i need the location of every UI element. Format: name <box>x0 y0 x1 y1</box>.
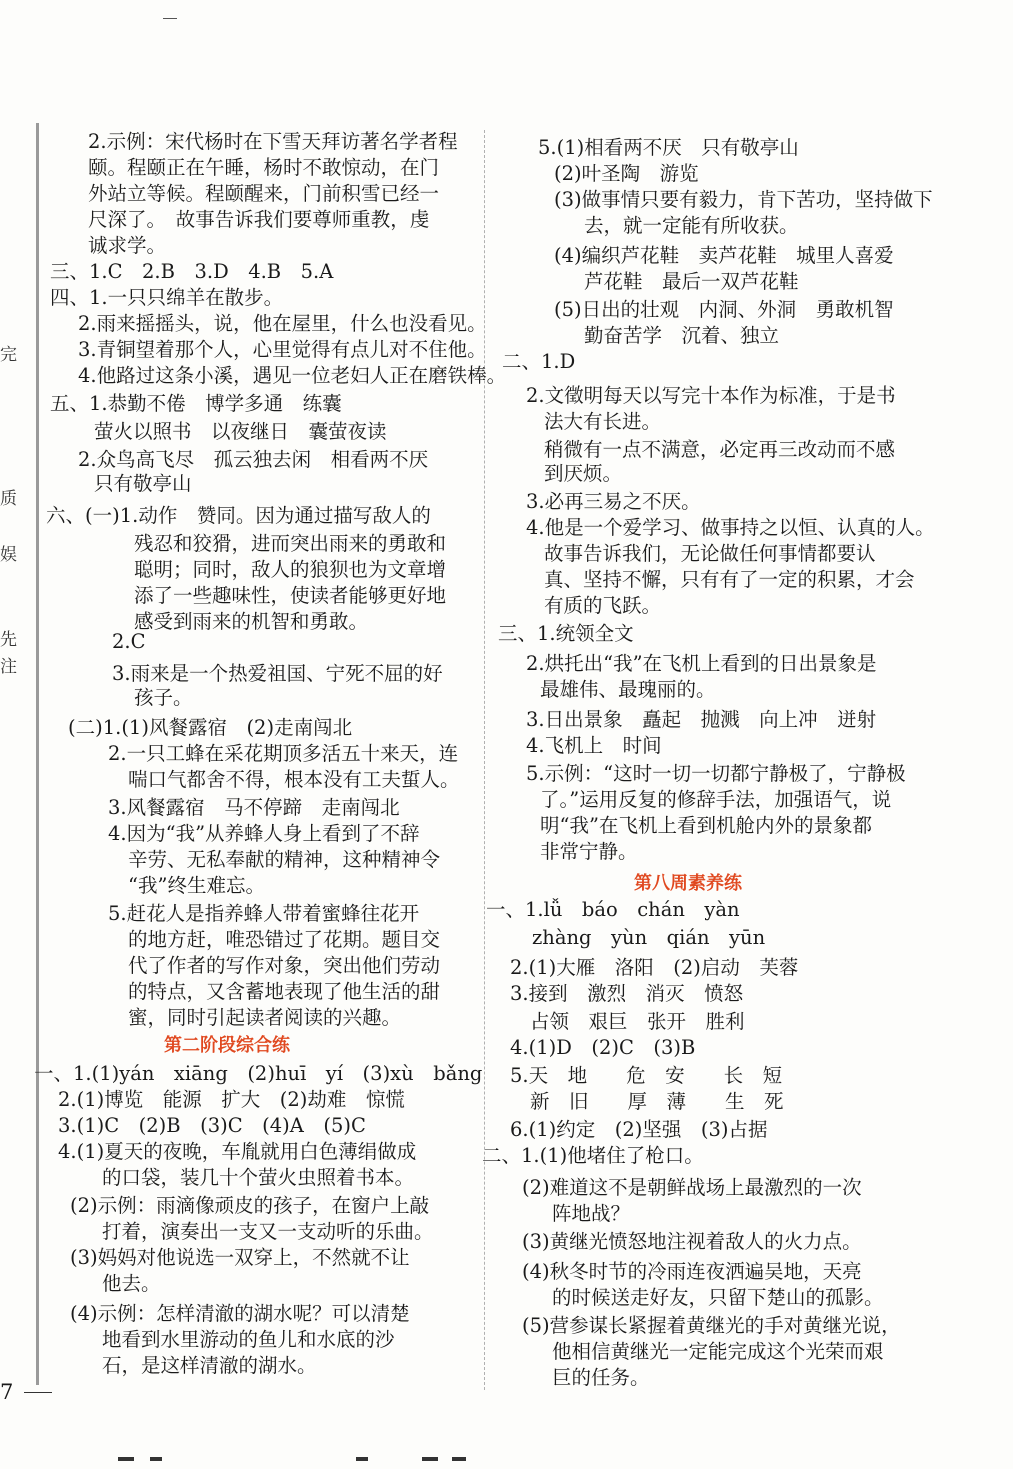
answer-line: 孩子。 <box>134 686 193 709</box>
answer-line: 2.众鸟高飞尽 孤云独去闲 相看两不厌 <box>78 448 429 471</box>
answer-line: 阵地战？ <box>552 1202 631 1225</box>
answer-line: 尺深了。 故事告诉我们要尊师重教，虔 <box>88 208 430 231</box>
answer-line: 3.接到 激烈 消灭 愤怒 <box>510 982 744 1005</box>
answer-line: 打着，演奏出一支又一支动听的乐曲。 <box>102 1220 434 1243</box>
answer-line: (4)示例：怎样清澈的湖水呢？可以清楚 <box>70 1302 410 1325</box>
answer-line: 萤火以照书 以夜继日 囊萤夜读 <box>94 420 387 443</box>
answer-line: 明“我”在飞机上看到机舱内外的景象都 <box>540 814 872 837</box>
answer-line: 感受到雨来的机智和勇敢。 <box>134 610 369 633</box>
answer-line: 2.一只工蜂在采花期顶多活五十来天，连 <box>108 742 459 765</box>
answer-line: 3.必再三易之不厌。 <box>526 490 701 513</box>
margin-fragment: 完 <box>0 345 17 365</box>
answer-line: 稍微有一点不满意，必定再三改动而不感 <box>544 438 896 461</box>
answer-line: 3.青铜望着那个人，心里觉得有点儿对不住他。 <box>78 338 487 361</box>
answer-line: 颐。程颐正在午睡，杨时不敢惊动，在门 <box>88 156 440 179</box>
answer-line: 2.C <box>112 630 146 653</box>
answer-line: 5.赶花人是指养蜂人带着蜜蜂往花开 <box>108 902 420 925</box>
answer-line: 非常宁静。 <box>540 840 638 863</box>
answer-line: 代了作者的写作对象，突出他们劳动 <box>128 954 441 977</box>
answer-line: (5)日出的壮观 内洞、外洞 勇敢机智 <box>554 298 894 321</box>
section-title: 第二阶段综合练 <box>164 1035 290 1056</box>
answer-line: 4.(1)D (2)C (3)B <box>510 1036 696 1059</box>
answer-line: 芦花鞋 最后一双芦花鞋 <box>584 270 799 293</box>
answer-line: 聪明；同时，敌人的狼狈也为文章增 <box>134 558 447 581</box>
answer-line: 占领 艰巨 张开 胜利 <box>530 1010 745 1033</box>
answer-line: 2.雨来摇摇头，说，他在屋里，什么也没看见。 <box>78 312 487 335</box>
answer-line: 的时候送走好友，只留下楚山的孤影。 <box>552 1286 884 1309</box>
answer-line: 诚求学。 <box>88 234 167 257</box>
answer-line: 辛劳、无私奉献的精神，这种精神令 <box>128 848 441 871</box>
answer-line: (3)做事情只要有毅力，肯下苦功，坚持做下 <box>554 188 933 211</box>
margin-fragment: 娱 <box>0 545 17 565</box>
answer-line: 四、1.一只只绵羊在散步。 <box>50 286 284 309</box>
answer-line: (4)秋冬时节的冷雨连夜洒遍吴地，天亮 <box>522 1260 862 1283</box>
answer-line: 3.日出景象 矗起 抛溅 向上冲 迸射 <box>526 708 877 731</box>
answer-line: 二、1.D <box>502 350 576 373</box>
answer-line: 的口袋，装几十个萤火虫照着书本。 <box>102 1166 415 1189</box>
answer-line: 2.(1)博览 能源 扩大 (2)劫难 惊慌 <box>58 1088 405 1111</box>
answer-line: 5.天 地 危 安 长 短 <box>510 1064 783 1087</box>
answer-line: 4.飞机上 时间 <box>526 734 662 757</box>
answer-line: 五、1.恭勤不倦 博学多通 练囊 <box>50 392 342 415</box>
answer-line: (2)叶圣陶 游览 <box>554 162 699 185</box>
answer-line: 的特点，又含蓄地表现了他生活的甜 <box>128 980 441 1003</box>
answer-line: 故事告诉我们，无论做任何事情都要认 <box>544 542 876 565</box>
answer-line: 6.(1)约定 (2)坚强 (3)占据 <box>510 1118 768 1141</box>
answer-line: 二、1.(1)他堵住了枪口。 <box>482 1144 704 1167</box>
answer-line: (3)妈妈对他说选一双穿上，不然就不让 <box>70 1246 410 1269</box>
page-number-rule <box>24 1392 52 1393</box>
answer-line: 3.雨来是一个热爱祖国、宁死不屈的好 <box>112 662 443 685</box>
answer-line: 4.因为“我”从养蜂人身上看到了不辞 <box>108 822 420 845</box>
answer-line: 到厌烦。 <box>544 462 623 485</box>
answer-line: 勤奋苦学 沉着、独立 <box>584 324 780 347</box>
answer-line: 2.(1)大雁 洛阳 (2)启动 芙蓉 <box>510 956 799 979</box>
answer-line: 5.(1)相看两不厌 只有敬亭山 <box>538 136 799 159</box>
section-title: 第八周素养练 <box>634 873 742 894</box>
answer-line: (二)1.(1)风餐露宿 (2)走南闯北 <box>68 716 353 739</box>
answer-line: 一、1.lǚ báo chán yàn <box>486 898 740 921</box>
answer-line: 六、(一)1.动作 赞同。因为通过描写敌人的 <box>46 504 431 527</box>
page-number: 7 <box>0 1380 14 1404</box>
answer-line: (4)编织芦花鞋 卖芦花鞋 城里人喜爱 <box>554 244 894 267</box>
answer-line: 外站立等候。程颐醒来，门前积雪已经一 <box>88 182 440 205</box>
top-mark <box>163 18 177 19</box>
answer-line: 有质的飞跃。 <box>544 594 662 617</box>
answer-line: 5.示例：“这时一切一切都宁静极了，宁静极 <box>526 762 906 785</box>
answer-line: 残忍和狡猾，进而突出雨来的勇敢和 <box>134 532 447 555</box>
bottom-mark <box>452 1457 466 1461</box>
answer-line: 石，是这样清澈的湖水。 <box>102 1354 317 1377</box>
answer-line: 3.(1)C (2)B (3)C (4)A (5)C <box>58 1114 366 1137</box>
answer-line: 2.示例：宋代杨时在下雪天拜访著名学者程 <box>88 130 458 153</box>
answer-line: 的地方赶，唯恐错过了花期。题目交 <box>128 928 441 951</box>
answer-line: 了。”运用反复的修辞手法，加强语气，说 <box>540 788 892 811</box>
answer-line: 只有敬亭山 <box>94 472 192 495</box>
answer-line: 2.文徵明每天以写完十本作为标准，于是书 <box>526 384 896 407</box>
margin-fragment: 先 <box>0 630 17 650</box>
answer-line: 最雄伟、最瑰丽的。 <box>540 678 716 701</box>
answer-line: 4.他路过这条小溪，遇见一位老妇人正在磨铁棒。 <box>78 364 507 387</box>
bottom-mark <box>150 1457 162 1461</box>
bottom-mark <box>422 1457 438 1461</box>
answer-line: 3.风餐露宿 马不停蹄 走南闯北 <box>108 796 400 819</box>
answer-line: 喘口气都舍不得，根本没有工夫蜇人。 <box>128 768 460 791</box>
answer-line: (5)营参谋长紧握着黄继光的手对黄继光说， <box>522 1314 901 1337</box>
answer-line: 巨的任务。 <box>552 1366 650 1389</box>
answer-line: “我”终生难忘。 <box>128 874 265 897</box>
answer-line: 新 旧 厚 薄 生 死 <box>530 1090 784 1113</box>
answer-line: 添了一些趣味性，使读者能够更好地 <box>134 584 447 607</box>
answer-line: zhàng yùn qián yūn <box>532 926 766 949</box>
answer-line: 三、1.C 2.B 3.D 4.B 5.A <box>50 260 334 283</box>
answer-line: 一、1.(1)yán xiāng (2)huī yí (3)xù bǎng <box>34 1062 483 1085</box>
margin-fragment: 质 <box>0 489 17 509</box>
answer-line: 三、1.统领全文 <box>498 622 634 645</box>
answer-line: 真、坚持不懈，只有有了一定的积累，才会 <box>544 568 915 591</box>
binding-margin-bar <box>36 123 39 1385</box>
margin-fragment: 注 <box>0 657 17 677</box>
answer-line: 他去。 <box>102 1272 161 1295</box>
bottom-mark <box>118 1457 134 1461</box>
answer-line: 2.烘托出“我”在飞机上看到的日出景象是 <box>526 652 877 675</box>
answer-line: (3)黄继光愤怒地注视着敌人的火力点。 <box>522 1230 862 1253</box>
answer-line: 法大有长进。 <box>544 410 662 433</box>
answer-line: 去，就一定能有所收获。 <box>584 214 799 237</box>
answer-line: 4.他是一个爱学习、做事持之以恒、认真的人。 <box>526 516 935 539</box>
answer-line: 地看到水里游动的鱼儿和水底的沙 <box>102 1328 395 1351</box>
bottom-mark <box>356 1457 368 1461</box>
answer-line: (2)难道这不是朝鲜战场上最激烈的一次 <box>522 1176 862 1199</box>
answer-line: 他相信黄继光一定能完成这个光荣而艰 <box>552 1340 884 1363</box>
answer-line: 蜜，同时引起读者阅读的兴趣。 <box>128 1006 402 1029</box>
answer-line: (2)示例：雨滴像顽皮的孩子，在窗户上敲 <box>70 1194 430 1217</box>
answer-line: 4.(1)夏天的夜晚，车胤就用白色薄绢做成 <box>58 1140 417 1163</box>
